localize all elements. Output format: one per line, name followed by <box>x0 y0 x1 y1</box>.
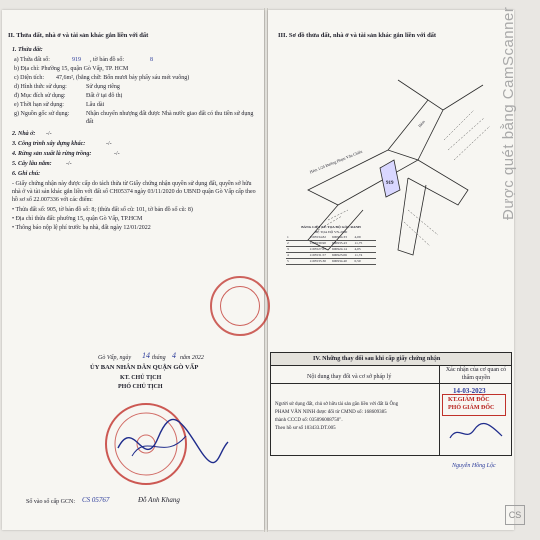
other-works-value: -/- <box>106 141 112 147</box>
usage-purpose-value: Đất ở tại đô thị <box>86 93 123 99</box>
coordinates-cell: 1193531.57 <box>309 253 326 257</box>
coordinates-cell: 1193527.67 <box>309 247 326 251</box>
parcel-number-label: a) Thửa đất số: <box>14 57 50 63</box>
registration-number: CS 05767 <box>82 496 110 504</box>
issuing-authority: ỦY BAN NHÂN DÂN QUẬN GÒ VẤP <box>90 364 199 371</box>
note-origin: - Giấy chứng nhận này được cấp do tách thửa từ Giấy chứng nhận quyền sử dụng đất, quyền sở hữu nhà ở và tài sản khác gắn liền với đất số CH05374 ngày 03/11/2020 do UBND quận Gò Vấp cấp theo hồ sơ số 22.007336 với các điểm: <box>12 181 256 203</box>
coordinates-cell: 600934.33 <box>332 235 347 239</box>
address-line: b) Địa chỉ: Phường 15, quận Gò Vấp, TP. HCM <box>14 66 129 72</box>
change-content-line-4: Theo hồ sơ số 103433.DT.005 <box>275 426 336 431</box>
signer-role: PHÓ CHỦ TỊCH <box>118 384 163 390</box>
change-content-line-3: thành CCCD số: 035096008750". <box>275 418 343 423</box>
left-page <box>2 10 264 530</box>
forest-label: 4. Rừng sản xuất là rừng trồng: <box>12 151 92 157</box>
coordinates-title: BẢNG LIỆT KÊ TỌA ĐỘ GÓC RANH <box>301 225 361 229</box>
place-date-label: Gò Vấp, ngày <box>98 355 132 361</box>
usage-origin-value: Nhận chuyển nhượng đất được Nhà nước giao đất có thu tiền sử dụng đất <box>86 111 254 125</box>
note-address: • Địa chỉ thửa đất: phường 15, quận Gò Vấp, TP.HCM <box>12 216 143 222</box>
coordinates-subtitle: HỆ TỌA ĐỘ VN-2000 <box>314 230 348 234</box>
parcel-number: 919 <box>72 57 81 63</box>
page-seal <box>210 276 270 336</box>
signer-name: Đỗ Anh Khang <box>138 496 180 504</box>
date-year: năm 2022 <box>180 355 204 361</box>
change-content-line-1: Người sử dụng đất, chủ sở hữu tài sản gắn liền với đất là Ông <box>275 402 399 407</box>
usage-term-value: Lâu dài <box>86 102 105 108</box>
other-works-label: 3. Công trình xây dựng khác: <box>12 141 86 147</box>
registration-label: Số vào sổ cấp GCN: <box>26 499 75 505</box>
coordinates-cell: 4,05 <box>354 247 361 251</box>
right-page <box>268 10 514 530</box>
change-confirm-date: 14-03-2023 <box>453 387 486 395</box>
usage-purpose-label: đ) Mục đích sử dụng: <box>14 93 66 99</box>
coordinates-cell: 4 <box>287 253 289 257</box>
coordinates-cell: 1193535.30 <box>309 259 326 263</box>
authority-signer-name: Nguyễn Hồng Lộc <box>452 463 496 469</box>
map-sheet-label: , tờ bản đồ số: <box>90 57 125 63</box>
section-iii-heading: III. Sơ đồ thửa đất, nhà ở và tài sản khác gắn liền với đất <box>278 32 437 39</box>
section-iv-heading: IV. Những thay đổi sau khi cấp giấy chứng nhận <box>313 355 441 362</box>
map-road-label: Hẻm 1/24 Đường Phạm Văn Chiêu <box>308 148 364 175</box>
house-value: -/- <box>46 131 52 137</box>
map-alley-label: Hẻm <box>417 119 426 129</box>
coordinates-cell: 5 <box>287 259 289 263</box>
usage-origin-label: g) Nguồn gốc sử dụng: <box>14 111 70 117</box>
map-sheet-number: 8 <box>150 57 153 63</box>
coordinates-cell: 11,74 <box>354 253 363 257</box>
perennial-label: 5. Cây lâu năm: <box>12 161 52 167</box>
date-month: 4 <box>172 351 176 360</box>
stamp-line-1: KT.GIÁM ĐỐC <box>448 397 490 403</box>
coordinates-cell: 4,09 <box>354 235 361 239</box>
authority-signature <box>446 420 506 446</box>
stamp-line-2: PHÓ GIÁM ĐỐC <box>448 405 495 411</box>
date-day: 14 <box>142 351 150 360</box>
changes-column-authority: Xác nhận của cơ quan có thẩm quyền <box>445 367 507 381</box>
change-content-line-2: PHAM VĂN NINH được đổi từ CMND số: 168609385 <box>275 410 387 415</box>
changes-column-content: Nội dung thay đổi và cơ sở pháp lý <box>307 374 392 380</box>
parcel-section-title: 1. Thửa đất: <box>12 47 43 53</box>
coordinates-cell: 600935.43 <box>332 241 347 245</box>
coordinates-cell: 1193534.82 <box>309 235 326 239</box>
house-label: 2. Nhà ở: <box>12 131 36 137</box>
coordinates-row <box>286 259 376 265</box>
official-seal-and-signature <box>88 392 248 502</box>
coordinates-cell: 0,50 <box>354 259 361 263</box>
perennial-value: -/- <box>66 161 72 167</box>
coordinates-cell: 2 <box>287 241 289 245</box>
coordinates-cell: 600924.14 <box>332 247 347 251</box>
section-ii-heading: II. Thửa đất, nhà ở và tài sản khác gắn liền với đất <box>8 32 149 39</box>
note-parcel: • Thửa đất số: 905, tờ bản đồ số: 8; (thửa đất số cũ: 101, tờ bản đồ số cũ: 8) <box>12 207 193 213</box>
notes-label: 6. Ghi chú: <box>12 171 41 177</box>
camscanner-watermark: Được quét bằng CamScanner <box>500 6 517 220</box>
on-behalf-of: KT. CHỦ TỊCH <box>120 375 162 381</box>
coordinates-cell: 3 <box>287 247 289 251</box>
usage-form-value: Sử dụng riêng <box>86 84 120 90</box>
area-value: 47,6m², (bằng chữ: Bốn mươi bảy phẩy sáu mét vuông) <box>56 75 190 81</box>
usage-form-label: d) Hình thức sử dụng: <box>14 84 67 90</box>
coordinates-cell: 1 <box>287 235 289 239</box>
forest-value: -/- <box>114 151 120 157</box>
usage-term-label: e) Thời hạn sử dụng: <box>14 102 64 108</box>
coordinates-cell: 11,75 <box>354 241 363 245</box>
coordinates-rows <box>286 235 376 265</box>
map-parcel-number: 919 <box>386 181 394 186</box>
area-label: c) Diện tích: <box>14 75 44 81</box>
coordinates-table <box>286 225 376 265</box>
note-fee: • Thông báo nộp lệ phí trước bạ nhà, đất ngày 12/01/2022 <box>12 225 151 231</box>
coordinates-cell: 1193530.90 <box>309 241 326 245</box>
coordinates-cell: 600923.06 <box>332 253 347 257</box>
coordinates-cell: 600934.40 <box>332 259 347 263</box>
camscanner-logo-icon: CS <box>505 505 525 525</box>
date-month-label: tháng <box>152 355 166 361</box>
